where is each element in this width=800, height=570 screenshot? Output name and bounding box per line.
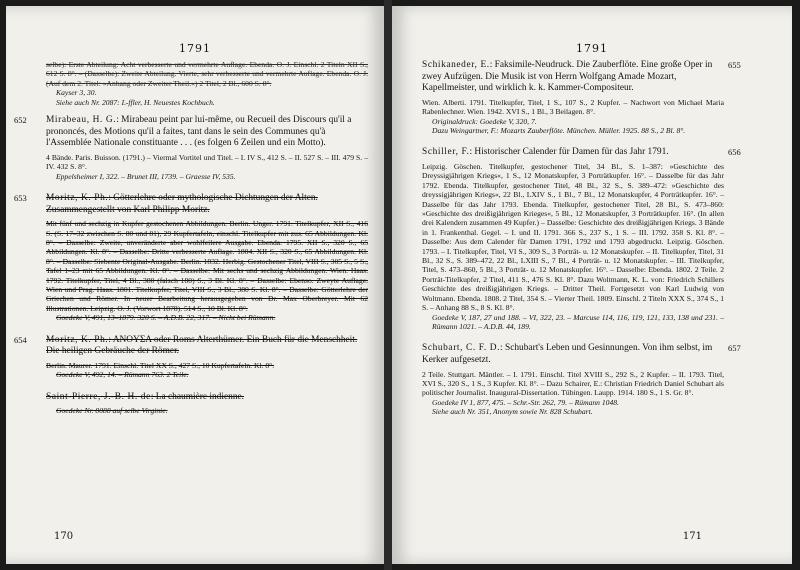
entry-author: Moritz, K. Ph. <box>46 193 109 204</box>
entry-note: Originaldruck: Goedeke V, 320, 7. <box>432 116 537 126</box>
entry-title: : La chaumière indienne. <box>150 391 245 402</box>
entry-description: Berlin. Maurer. 1791. Einschl. Titel XX S., 427 S., 10 Kupfertafeln. Kl. 8°. <box>46 360 275 370</box>
entry-description: Mit fünf und sechzig in Kupfer gestochenen Abbildungen. Berlin. Unger. 1791. Titelkupfer, XII S., 416 S. (S. 17–32 zwischen S. 80 und 81), 29 Kupfertafeln, einschl. Titelkupfer mit zus. 65 Abbildungen. Kl. 8°. – Dasselbe: Zweite, unveränderte aber wohlfeilere Ausgabe. Ebenda. 1795. XII S., 320 S., 65 Abbildungen. Kl. 8°. – Dasselbe: Dritte verbesserte Auflage. 1804. XII S., 320 S., 65 Abbildungen. Kl. 8°. – Dasselbe: Siebente Original-Ausgabe. Berlin. 1832. Herbig. Gestochener Titel, VIII S., 305 S., 5 S., Tafel 1–23 mit 65 Abbildungen. Kl. 8°. – Dasselbe: Mit sechs und sechzig Abbildungen. Wien. Haas. 1792. Titelkupfer, Titel, 4 Bl., 380 (falsch 180) S., 3 Bl. Kl. 8°. – Dasselbe: Ebenso. Zweyte Auflage. Wien und Prag. Haas. 1801. Titelkupfer, Titel, VIII S., 3 Bl., 380 S. Kl. 8°. – Dasselbe: Götterlehre der Griechen und Römer. In neuer Bearbeitung herausgegeben von Dr. Max Oberbreyer. Mit 62 Illustrationen. Leipzig. O. J. (Vorwort 1878). 514 S., 10 Bl. Kl. 8°. <box>46 219 368 313</box>
entry-number: 656 <box>728 147 741 158</box>
entry-note: Goedeke V, 492, 14. – Rümann 763. 2 Teile. <box>56 370 189 380</box>
right-running-head: 1791 <box>576 42 608 55</box>
entry-number: 654 <box>14 334 27 345</box>
bibliography-entry <box>14 334 368 380</box>
entry-title: : Götterlehre oder mythologische Dichtungen der Alten. Zusammengestellt von Karl Philipp Moritz. <box>46 193 318 215</box>
left-page <box>6 6 384 564</box>
left-page-number: 170 <box>54 531 74 542</box>
entry-heading <box>46 335 368 358</box>
bibliography-entry <box>14 115 368 181</box>
entry-note: Goedeke V, 187, 27 und 188. – VI, 322, 23. – Marcuse 114, 116, 119, 121, 133, 138 und 231. – Rümann 1021. – A.D.B. 44, 189. <box>432 312 724 331</box>
entry-title: : Faksimile-Neudruck. Die Zauberflöte. Eine große Oper in zwey Aufzügen. Die Musik ist von Herrn Wolfgang Amade Mozart, Kapellmeister, und wirklich k. k. Kammer-Compositeur. <box>422 60 713 94</box>
right-page <box>392 6 792 564</box>
entry-heading <box>46 392 368 404</box>
entry-number: 655 <box>728 60 741 70</box>
entry-note: Kayser 3, 30. <box>56 88 97 98</box>
entry-author: Moritz, K. Ph. <box>46 334 109 345</box>
entry-description: Leipzig. Göschen. Titelkupfer, gestochener Titel, 34 Bl., S. 1–387: »Geschichte des Dreyssigjährigen Kriegs«, 1 S., 12 Monatskupfer, 3 Porträtkupfer. 16°. – Dasselbe für das Jahr 1792. Ebenda. Titelkupfer, gestochener Titel, 48 Bl., 32 S., S. 389–472: »Geschichte des dreyssigjährigen Kriegs«, 22 Bl., LXIV S., 1 Bl., 7 Bl., 12 Monatskupfer, 4 Porträtkupfer. 16°. – Dasselbe für das Jahr 1793. Ebenda. Titelkupfer, gestochener Titel, 28 Bl., S. 473–860: »Geschichte des dreißigjährigen Krieges«, 5 Bl., 12 Monatskupfer, 3 Porträtkupfer. 16°. (In allen drei Kalendern zusammen 49 Kupfer.) – Dasselbe: Geschichte des dreißigjährigen Kriegs. 3 Bände in 1. Frankenthal. Gegel. – I. und II. 1791. 366 S., 237 S., 1 S. – III. 1792. 358 S. Kl. 8°. – Dasselbe: Aus dem Calender für Damen 1791, 1792 und 1793 abgedruckt. Leipzig. Göschen. 1793. – I. Titelkupfer, Titel, VI S., 309 S., 3 Porträt- u. 12 Monatskupfer. – II. Titelkupfer, Titel, 31 Bl., 32 S., S. 389–472, 22 Bl., LXIII S., 7 Bl., 4 Porträt- u. 12 Monatskupfer. – III. Titelkupfer, Titel, S. 473–860, 5 Bl., 3 Porträt- u. 12 Monatskupfer. 16°. – Dasselbe: Ebenda. 1802. 2 Teile. 2 Porträt-Titelkupfer, 2 Titel, 411 S., 476 S. Kl. 8°. Dazu Woltmann, K. L. von: Friedrich Schillers Geschichte des dreißigjährigen Kriegs. – Dritter Theil. Fortgesetzt von Karl Ludwig von Woltmann. Ebenda. 1808. 2 Titel, 354 S. – Vierter Theil. 1809. Einschl. 2 Titeln XXX S., 374 S., 1 S. – Anhang 88 S., 8 S. Kl. 8°. <box>422 162 724 313</box>
continued-entry <box>46 60 368 107</box>
entry-note: Goedeke Nr. 8088 auf selbe Virginie. <box>56 406 168 416</box>
entry-description: selbe): Erste Abteilung: Acht verbesserte und vermehrte Auflage. Ebenda. O. J. Einschl. 2 Titeln XII S., 612 S. 8°. – (Dasselbe): Zweite Abteilung. Vierte, sehr verbesserte und vermehrte Auflage. Ebenda. O. J. (Auf dem 2. Titel: »Anhang oder Zweiter Theil.«) 2 Titel, 2 Bl., 600 S. 8°. <box>46 60 368 88</box>
bibliography-entry <box>422 60 741 135</box>
entry-author: Schikaneder, E. <box>422 60 490 70</box>
bibliography-entry <box>422 343 741 417</box>
entry-description: Wien. Alberti. 1791. Titelkupfer, Titel, 1 S., 107 S., 2 Kupfer. – Nachwort von Michael Maria Rabenlechner. Wien. 1942. XVI S., 1 Bl., 3 Beilagen. 8°. <box>422 97 724 117</box>
entry-heading <box>422 147 724 159</box>
left-column <box>14 60 368 428</box>
entry-author: Schubart, C. F. D. <box>422 343 501 354</box>
entry-note: Siehe auch Nr. 351, Anonym sowie Nr. 828 Schubart. <box>432 407 593 417</box>
entry-heading <box>422 343 724 366</box>
entry-title: : Historischer Calender für Damen für das Jahr 1791. <box>469 147 669 158</box>
right-page-number: 171 <box>682 531 702 542</box>
left-running-head: 1791 <box>179 42 211 55</box>
book-gutter <box>384 0 392 570</box>
entry-author: Mirabeau, H. G. <box>46 115 117 126</box>
entry-description: 4 Bände. Paris. Buisson. (1791.) – Viermal Vortitel und Titel. – I. IV S., 412 S. – II. 527 S. – III. 479 S. – IV. 432 S. 8°. <box>46 152 368 172</box>
entry-author: Schiller, F. <box>422 147 470 158</box>
entry-heading <box>422 60 724 95</box>
entry-note: Dazu Weingartner, F.: Mozarts Zauberflöte. München. Müller. 1925. 88 S., 2 Bl. 8°. <box>432 126 686 135</box>
entry-note: Goedeke IV 1, 877, 475. – Schr.-Str. 262, 79. – Rümann 1048. <box>432 397 619 407</box>
entry-note: Goedeke V, 491, 13–1879. 320 S. – A.D.B. 22, 317. – Nicht bei Rümann. <box>56 313 276 323</box>
entry-title: : ANOYΣA oder Roms Alterthümer. Ein Buch für die Menschheit. Die heiligen Gebräuche der Römer. <box>46 334 358 357</box>
entry-description: 2 Teile. Stuttgart. Mäntler. – I. 1791. Einschl. Titel XVIII S., 292 S., 2 Kupfer. – II. 1793. Titel, XVI S., 320 S., 1 S., 3 Kupfer. Kl. 8°. – Dazu Schairer, E.: Christian Friedrich Daniel Schubart als politischer Journalist. Inaugural-Dissertation. Tübingen. Laupp. 1914. 180 S., 1 S. Gr. 8°. <box>422 369 724 398</box>
right-column <box>422 60 741 429</box>
entry-note: Siehe auch Nr. 2087: L-ffler, H. Neuestes Kochbuch. <box>56 97 215 107</box>
entry-heading <box>46 115 368 150</box>
entry-number: 653 <box>14 193 27 204</box>
entry-author: Saint-Pierre, J.-B. H. de <box>46 391 151 402</box>
entry-heading <box>46 193 368 216</box>
entry-number: 652 <box>14 115 27 126</box>
bibliography-entry <box>46 392 368 416</box>
bibliography-entry <box>14 193 368 323</box>
entry-title: : Mirabeau peint par lui-même, ou Recueil des Discours qu'il a prononcés, des Motions qu'il a faites, tant dans le sein des Communes qu'à l'Assemblée Nationale constituante . . . (es folgen 6 Zeilen und ein Motto). <box>46 115 352 149</box>
entry-title: : Schubart's Leben und Gesinnungen. Von ihm selbst, im Kerker aufgesetzt. <box>422 343 713 365</box>
entry-number: 657 <box>728 343 741 354</box>
entry-note: Eppelsheimer I, 322. – Brunet III, 1739. – Graesse IV, 535. <box>56 171 236 181</box>
bibliography-entry <box>422 147 741 331</box>
